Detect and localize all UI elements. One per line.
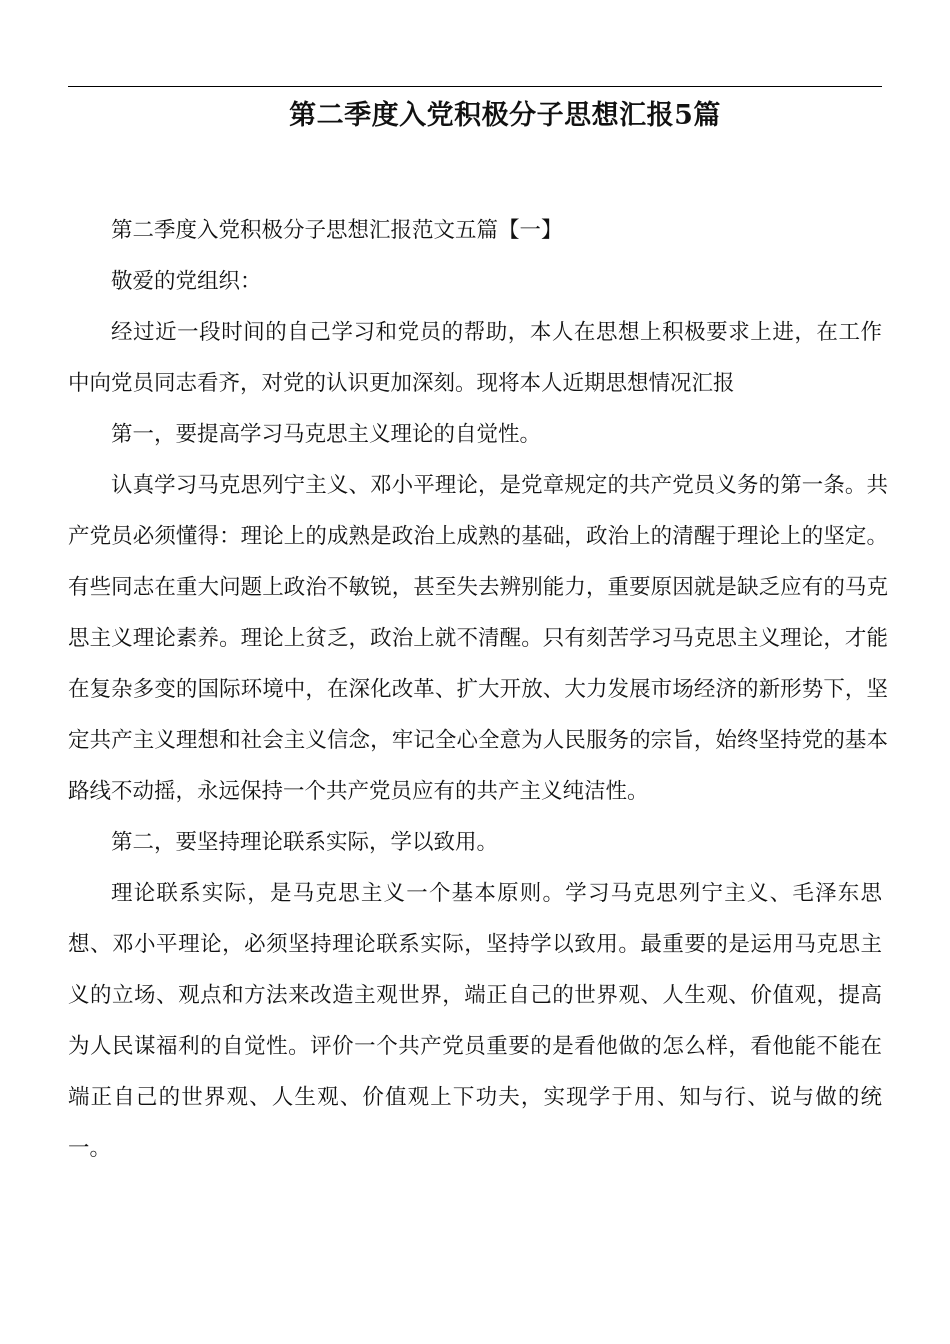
point-one-heading: 第一，要提高学习马克思主义理论的自觉性。 — [111, 422, 542, 447]
section-heading-one: 第二季度入党积极分子思想汇报范文五篇【一】 — [111, 218, 563, 243]
document-title: 第二季度入党积极分子思想汇报5篇 — [289, 100, 721, 131]
salutation: 敬爱的党组织： — [111, 269, 262, 294]
point-two-paragraph: 理论联系实际，是马克思主义一个基本原则。学习马克思列宁主义、毛泽东思想、邓小平理论，必须坚持理论联系实际，坚持学以致用。最重要的是运用马克思主义的立场、观点和方法来改造主观世界，端正自己的世界观、人生观、价值观，提高为人民谋福利的自觉性。评价一个共产党员重要的是看他做的怎么样，看他能不能在端正自己的世界观、人生观、价值观上下功夫，实现学于用、知与行、说与做的统一。 — [68, 881, 882, 1161]
header-rule — [68, 86, 882, 87]
point-two-heading: 第二，要坚持理论联系实际，学以致用。 — [111, 830, 499, 855]
point-one-paragraph: 认真学习马克思列宁主义、邓小平理论，是党章规定的共产党员义务的第一条。共产党员必须懂得：理论上的成熟是政治上成熟的基础，政治上的清醒于理论上的坚定。有些同志在重大问题上政治不敏锐，甚至失去辨别能力，重要原因就是缺乏应有的马克思主义理论素养。理论上贫乏，政治上就不清醒。只有刻苦学习马克思主义理论，才能在复杂多变的国际环境中，在深化改革、扩大开放、大力发展市场经济的新形势下，坚定共产主义理想和社会主义信念，牢记全心全意为人民服务的宗旨，始终坚持党的基本路线不动摇，永远保持一个共产党员应有的共产主义纯洁性。 — [68, 473, 888, 804]
intro-paragraph: 经过近一段时间的自己学习和党员的帮助，本人在思想上积极要求上进，在工作中向党员同志看齐，对党的认识更加深刻。现将本人近期思想情况汇报 — [68, 320, 882, 396]
document-body — [68, 205, 888, 1174]
